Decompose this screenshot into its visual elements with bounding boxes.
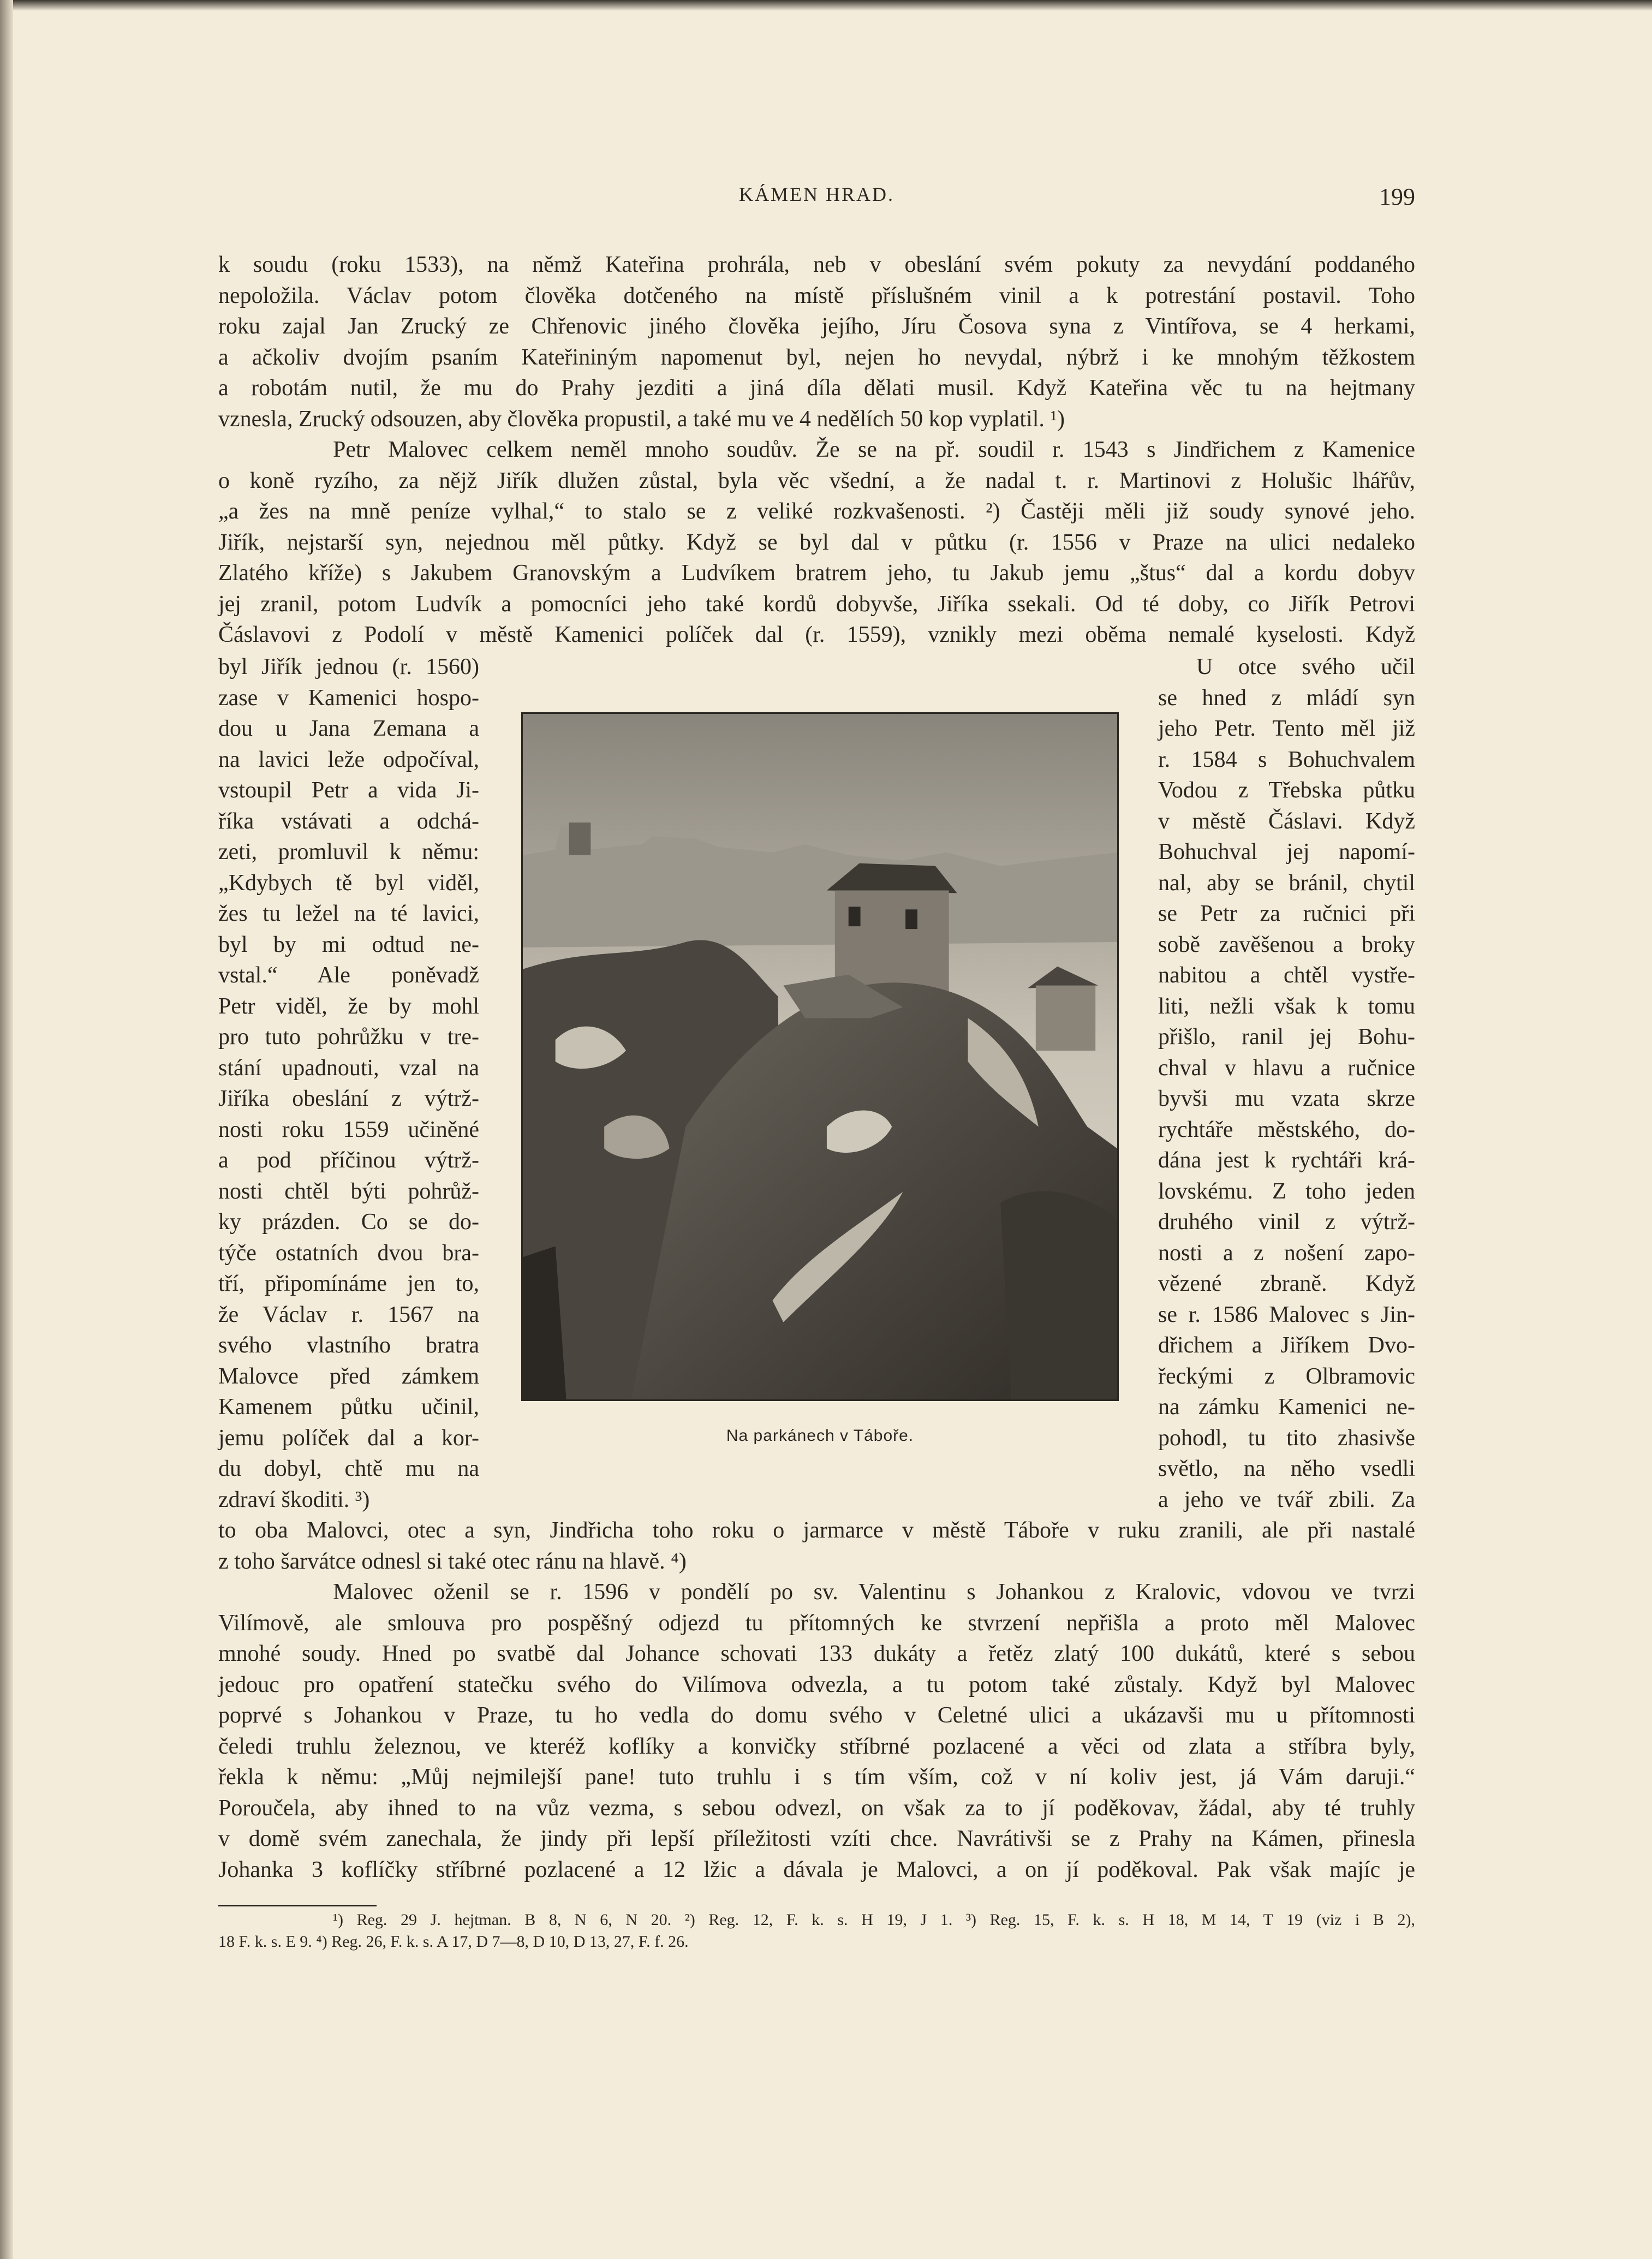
text-line: a robotám nutil, že mu do Prahy jezditi a jiná díla dělati musil. Když Kateřina věc tu na hejtmany <box>218 375 1415 401</box>
text-line: Vilímově, ale smlouva pro pospěšný odjezd tu přítomných ke stvrzení nepřišla a proto měl Malovec <box>218 1610 1415 1636</box>
text-line: druhého vinil z výtrž- <box>1158 1209 1415 1235</box>
text-line: byvši mu vzata skrze <box>1158 1086 1415 1111</box>
text-line: v městě Čáslavi. Když <box>1158 808 1415 834</box>
text-line: „Kdybych tě byl viděl, <box>218 870 479 896</box>
text-line: roku zajal Jan Zrucký ze Chřenovic jiného člověka jejího, Jíru Čosova syna z Vintířova, se 4 herkami, <box>218 314 1415 339</box>
text-line: chval v hlavu a ručnice <box>1158 1055 1415 1081</box>
text-line: a pod příčinou výtrž- <box>218 1148 479 1173</box>
page-gutter-shadow <box>0 0 13 2259</box>
text-line: v domě svém zanechala, že jindy při lepší příležitosti vzíti chce. Navrátivši se z Prahy na Kámen, přinesla <box>218 1826 1415 1851</box>
text-line: r. 1584 s Bohuchvalem <box>1158 747 1415 772</box>
text-line: se Petr za ručnici při <box>1158 901 1415 926</box>
text-line: nosti a z nošení zapo- <box>1158 1240 1415 1266</box>
text-line: Malovce před zámkem <box>218 1363 479 1389</box>
text-line: Čáslavovi z Podolí v městě Kamenici políček dal (r. 1559), vznikly mezi oběma nemalé kyselosti. Když <box>218 622 1415 647</box>
text-line: z toho šarvátce odnesl si také otec ránu na hlavě. ⁴) <box>218 1548 687 1574</box>
text-line: řekla k němu: „Můj nejmilejší pane! tuto truhlu i s tím vším, což v ní koliv jest, já Vám daruji.“ <box>218 1765 1415 1790</box>
text-line: nepoložila. Václav potom člověka dotčeného na místě příslušném vinil a k potrestání postavil. Toho <box>218 283 1415 308</box>
text-line: čeledi truhlu železnou, ve kteréž koflíky a konvičky stříbrné pozlacené a věci od zlata a stříbra byly, <box>218 1733 1415 1759</box>
footnotes <box>218 1909 1415 1953</box>
footnote-line: ¹) Reg. 29 J. hejtman. B 8, N 6, N 20. ²) Reg. 12, F. k. s. H 19, J 1. ³) Reg. 15, F. k. s. H 18, M 14, T 19 (viz i B 2), <box>333 1911 1415 1929</box>
text-line: jedouc pro opatření statečku svého do Vilímova odvezla, a tu potom také zůstaly. Když byl Malovec <box>218 1672 1415 1697</box>
text-line: poprvé s Johankou v Praze, tu ho vedla do domu svého v Celetné ulici a ukázavši mu u přítomnosti <box>218 1703 1415 1728</box>
text-line: Johanka 3 koflíčky stříbrné pozlacené a 12 lžic a dávala je Malovci, a on jí poděkoval. Pak však majíc je <box>218 1857 1415 1882</box>
text-line: Bohuchval jej napomí- <box>1158 839 1415 865</box>
text-line: světlo, na něho vsedli <box>1158 1456 1415 1481</box>
text-line: a jeho ve tvář zbili. Za <box>1158 1487 1415 1512</box>
text-line: zeti, promluvil k němu: <box>218 839 479 865</box>
text-line: dána jest k rychtáři krá- <box>1158 1148 1415 1173</box>
text-line: jeho Petr. Tento měl již <box>1158 716 1415 741</box>
running-title: KÁMEN HRAD. <box>739 183 894 205</box>
text-line: se r. 1586 Malovec s Jin- <box>1158 1302 1415 1327</box>
paragraph-3 <box>218 1515 1415 1577</box>
text-line: vznesla, Zrucký odsouzen, aby člověka propustil, a také mu ve 4 nedělích 50 kop vyplatil. ¹) <box>218 406 1065 432</box>
text-line: Petr Malovec celkem neměl mnoho soudův. Že se na př. soudil r. 1543 s Jindřichem z Kamenice <box>333 437 1415 462</box>
text-line: zdraví škoditi. ³) <box>218 1487 370 1512</box>
text-line: se hned z mládí syn <box>1158 685 1415 711</box>
text-line: dřichem a Jiříkem Dvo- <box>1158 1333 1415 1358</box>
text-line: du dobyl, chtě mu na <box>218 1456 479 1481</box>
paragraph-2 <box>218 434 1415 651</box>
text-line: že Václav r. 1567 na <box>218 1302 479 1327</box>
right-column-text <box>1158 652 1415 1515</box>
text-line: Poroučela, aby ihned to na vůz vezma, s sebou odvezl, on však za to jí poděkovav, žádal, aby té truhly <box>218 1795 1415 1821</box>
text-line: vstoupil Petr a vida Ji- <box>218 778 479 803</box>
text-line: Kamenem půtku učinil, <box>218 1394 479 1420</box>
figure-caption: Na parkánech v Táboře. <box>726 1427 914 1445</box>
text-line: nabitou a chtěl vystře- <box>1158 963 1415 988</box>
text-line: na lavici leže odpočíval, <box>218 747 479 772</box>
page-number: 199 <box>1379 183 1415 210</box>
text-line: U otce svého učil <box>1196 654 1415 680</box>
text-line: Jiřík, nejstarší syn, nejednou měl půtky. Když se byl dal v půtku (r. 1556 v Praze na ulici nedaleko <box>218 529 1415 555</box>
text-line: říka vstávati a odchá- <box>218 808 479 834</box>
text-line: Jiříka obeslání z výtrž- <box>218 1086 479 1111</box>
text-line: dou u Jana Zemana a <box>218 716 479 741</box>
paragraph-1 <box>218 249 1415 434</box>
text-line: vstal.“ Ale poněvadž <box>218 963 479 988</box>
text-line: stání upadnouti, vzal na <box>218 1055 479 1081</box>
text-line: byl by mi odtud ne- <box>218 932 479 957</box>
text-line: sobě zavěšenou a broky <box>1158 932 1415 957</box>
text-line: Petr viděl, že by mohl <box>218 993 479 1019</box>
footnote-line: 18 F. k. s. E 9. ⁴) Reg. 26, F. k. s. A 17, D 7—8, D 10, D 13, 27, F. f. 26. <box>218 1933 689 1951</box>
text-line: lovskému. Z toho jeden <box>1158 1178 1415 1204</box>
text-line: týče ostatních dvou bra- <box>218 1240 479 1266</box>
text-line: o koně ryzího, za nějž Jiřík dlužen zůstal, byla věc všední, a že nadal t. r. Martinovi z Holušic lhářův, <box>218 468 1415 493</box>
engraving-image <box>523 714 1117 1399</box>
left-column-text <box>218 652 479 1515</box>
page-top-edge <box>0 0 1652 11</box>
text-line: byl Jiřík jednou (r. 1560) <box>218 654 479 680</box>
text-line: pro tuto pohrůžku v tre- <box>218 1024 479 1050</box>
text-line: nosti chtěl býti pohrůž- <box>218 1178 479 1204</box>
text-line: vězené zbraně. Když <box>1158 1271 1415 1296</box>
text-line: rychtáře městského, do- <box>1158 1117 1415 1142</box>
text-line: mnohé soudy. Hned po svatbě dal Johance schovati 133 dukáty a řetěz zlatý 100 dukátů, které s sebou <box>218 1641 1415 1666</box>
text-line: to oba Malovci, otec a syn, Jindřicha toho roku o jarmarce v městě Táboře v ruku zranili, ale při nastalé <box>218 1518 1415 1543</box>
text-line: „a žes na mně peníze vylhal,“ to stalo se z veliké rozkvašenosti. ²) Častěji měli již soudy synové jeho. <box>218 499 1415 524</box>
page-header <box>218 183 1415 216</box>
text-line: svého vlastního bratra <box>218 1333 479 1358</box>
text-line: na zámku Kamenici ne- <box>1158 1394 1415 1420</box>
footnote-rule <box>218 1905 377 1906</box>
text-line: Vodou z Třebska půtku <box>1158 778 1415 803</box>
text-line: zase v Kamenici hospo- <box>218 685 479 711</box>
text-line: jej zranil, potom Ludvík a pomocníci jeho také kordů dobyvše, Jiříka ssekali. Od té doby, co Jiřík Petrovi <box>218 591 1415 617</box>
text-line: nal, aby se bránil, chytil <box>1158 870 1415 896</box>
text-line: a ačkoliv dvojím psaním Kateřininým napomenut byl, nejen ho nevydal, nýbrž i ke mnohým těžkostem <box>218 344 1415 370</box>
text-line: Zlatého kříže) s Jakubem Granovským a Ludvíkem bratrem jeho, tu Jakub jemu „štus“ dal a kordu dobyv <box>218 561 1415 586</box>
text-line: žes tu ležel na té lavici, <box>218 901 479 926</box>
text-line: k soudu (roku 1533), na němž Kateřina prohrála, neb v obeslání svém pokuty za nevydání poddaného <box>218 252 1415 277</box>
paragraph-4 <box>218 1577 1415 1885</box>
text-line: pohodl, tu tito zhasivše <box>1158 1425 1415 1451</box>
text-line: Malovec oženil se r. 1596 v pondělí po sv. Valentinu s Johankou z Kralovic, vdovou ve tvrzi <box>333 1579 1415 1605</box>
text-line: řeckými z Olbramovic <box>1158 1363 1415 1389</box>
text-line: ky prázden. Co se do- <box>218 1209 479 1235</box>
text-line: jemu políček dal a kor- <box>218 1425 479 1451</box>
text-line: nosti roku 1559 učiněné <box>218 1117 479 1142</box>
engraving-illustration <box>521 712 1119 1401</box>
text-line: tří, připomínáme jen to, <box>218 1271 479 1296</box>
text-line: liti, nežli však k tomu <box>1158 993 1415 1019</box>
text-line: přišlo, ranil jej Bohu- <box>1158 1024 1415 1050</box>
